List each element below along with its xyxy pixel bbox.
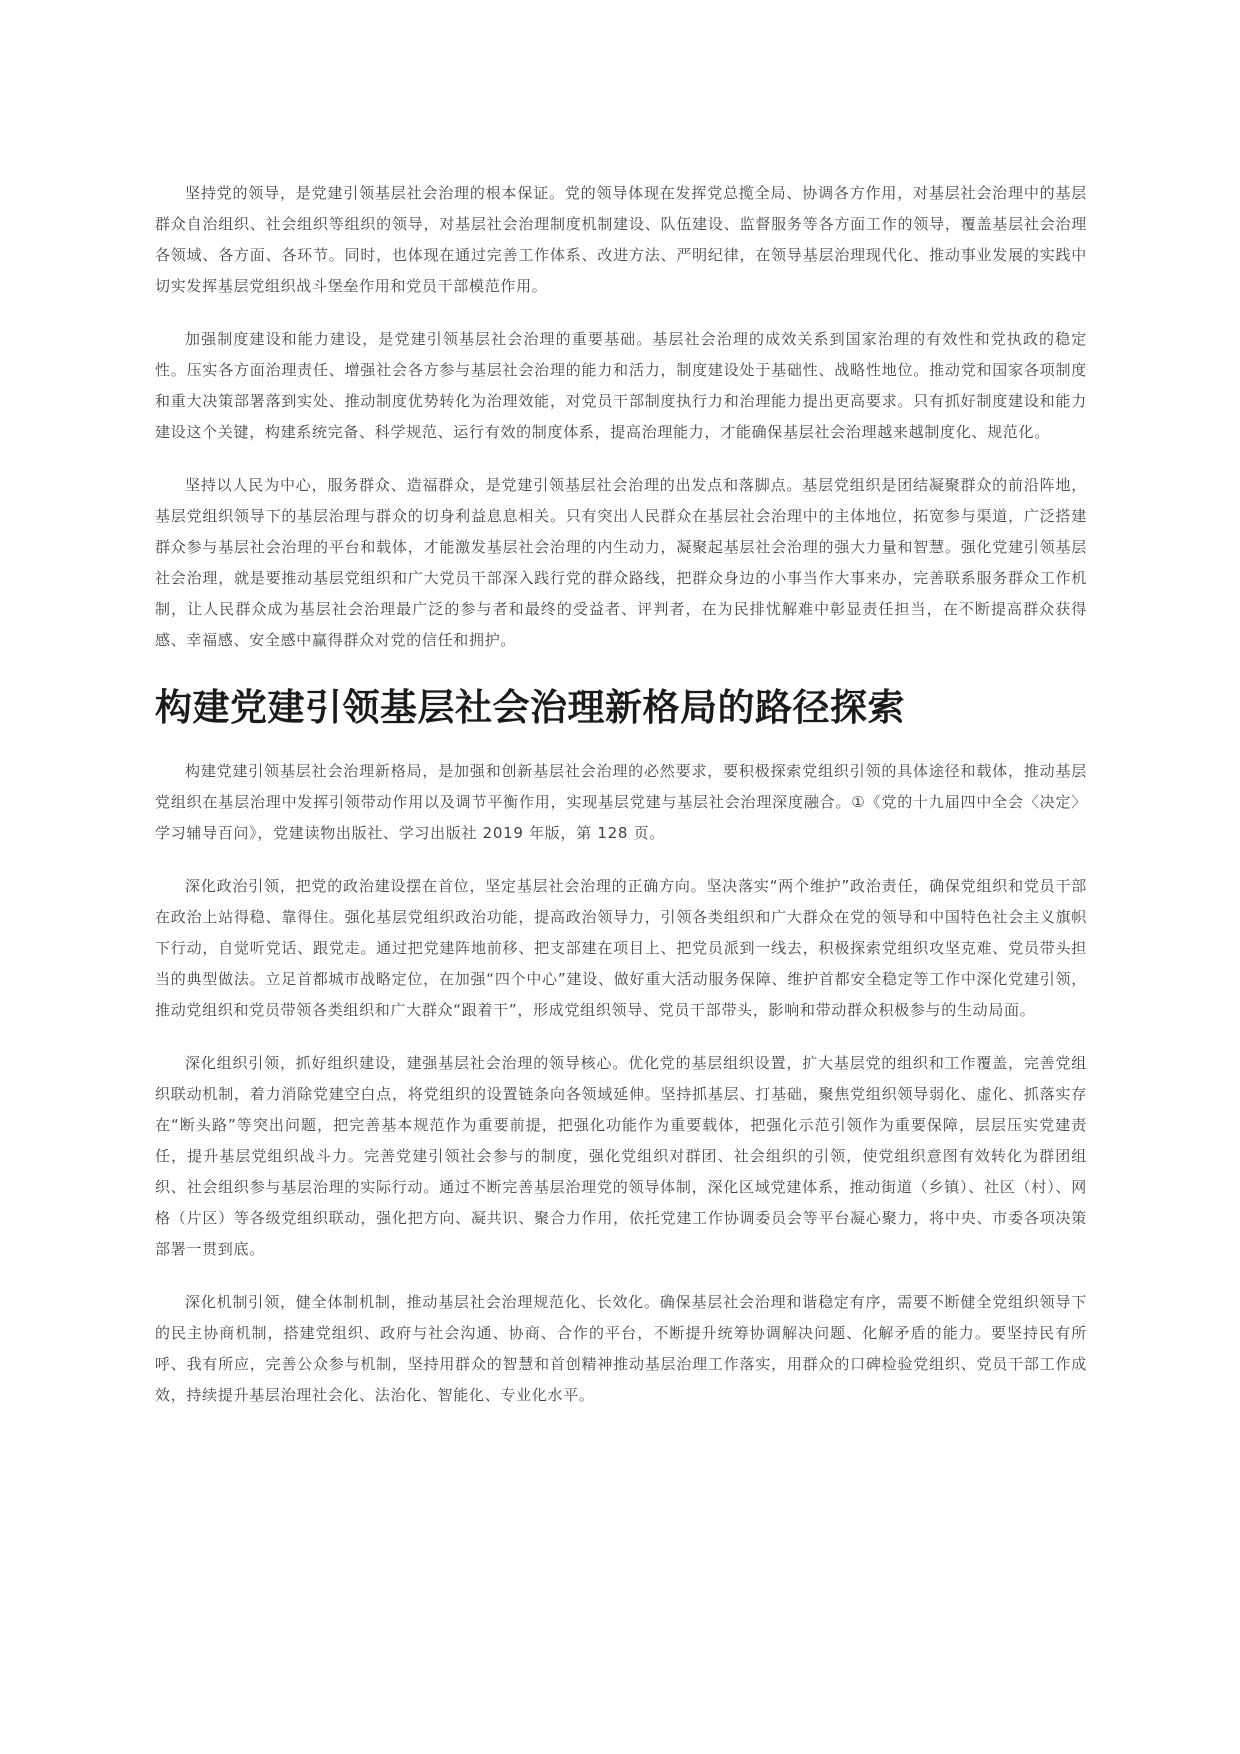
- section-heading: 构建党建引领基层社会治理新格局的路径探索: [155, 686, 905, 729]
- paragraph-political-guidance: 深化政治引领，把党的政治建设摆在首位，坚定基层社会治理的正确方向。坚决落实“两个维护”政治责任，确保党组织和党员干部在政治上站得稳、靠得住。强化基层党组织政治功能，提高政治领导力，引领各类组织和广大群众在党的领导和中国特色社会主义旗帜下行动，自觉听党话、跟党走。通过把党建阵地前移、把支部建在项目上、把党员派到一线去，积极探索党组织攻坚克难、党员带头担当的典型做法。立足首都城市战略定位，在加强“四个中心”建设、做好重大活动服务保障、维护首都安全稳定等工作中深化党建引领，推动党组织和党员带领各类组织和广大群众“跟着干”，形成党组织领导、党员干部带头，影响和带动群众积极参与的生动局面。: [155, 877, 1087, 1019]
- paragraph-people-centered: 坚持以人民为中心，服务群众、造福群众，是党建引领基层社会治理的出发点和落脚点。基层党组织是团结凝聚群众的前沿阵地，基层党组织领导下的基层治理与群众的切身利益息息相关。只有突出人民群众在基层社会治理中的主体地位，拓宽参与渠道，广泛搭建群众参与基层社会治理的平台和载体，才能激发基层社会治理的内生动力，凝聚起基层社会治理的强大力量和智慧。强化党建引领基层社会治理，就是要推动基层党组织和广大党员干部深入践行党的群众路线，把群众身边的小事当作大事来办，完善联系服务群众工作机制，让人民群众成为基层社会治理最广泛的参与者和最终的受益者、评判者，在为民排忧解难中彰显责任担当，在不断提高群众获得感、幸福感、安全感中赢得群众对党的信任和拥护。: [155, 476, 1087, 649]
- paragraph-organizational-guidance: 深化组织引领，抓好组织建设，建强基层社会治理的领导核心。优化党的基层组织设置，扩大基层党的组织和工作覆盖，完善党组织联动机制，着力消除党建空白点，将党组织的设置链条向各领域延伸。坚持抓基层、打基础，聚焦党组织领导弱化、虚化、抓落实存在“断头路”等突出问题，把完善基本规范作为重要前提，把强化功能作为重要载体，把强化示范引领作为重要保障，层层压实党建责任，提升基层党组织战斗力。完善党建引领社会参与的制度，强化党组织对群团、社会组织的引领，使党组织意图有效转化为群团组织、社会组织参与基层治理的实际行动。通过不断完善基层治理党的领导体制，深化区域党建体系，推动街道（乡镇）、社区（村）、网格（片区）等各级党组织联动，强化把方向、凝共识、聚合力作用，依托党建工作协调委员会等平台凝心聚力，将中央、市委各项决策部署一贯到底。: [155, 1054, 1087, 1258]
- article-body: [155, 178, 1087, 1433]
- paragraph-institution-capacity: 加强制度建设和能力建设，是党建引领基层社会治理的重要基础。基层社会治理的成效关系到国家治理的有效性和党执政的稳定性。压实各方面治理责任、增强社会各方参与基层社会治理的能力和活力，制度建设处于基础性、战略性地位。推动党和国家各项制度和重大决策部署落到实处、推动制度优势转化为治理效能，对党员干部制度执行力和治理能力提出更高要求。只有抓好制度建设和能力建设这个关键，构建系统完备、科学规范、运行有效的制度体系，提高治理能力，才能确保基层社会治理越来越制度化、规范化。: [155, 330, 1087, 441]
- paragraph-new-pattern-intro: 构建党建引领基层社会治理新格局，是加强和创新基层社会治理的必然要求，要积极探索党组织引领的具体途径和载体，推动基层党组织在基层治理中发挥引领带动作用以及调节平衡作用，实现基层党建与基层社会治理深度融合。①《党的十九届四中全会〈决定〉学习辅导百问》，党建读物出版社、学习出版社 2019 年版，第 128 页。: [155, 762, 1087, 842]
- paragraph-party-leadership: 坚持党的领导，是党建引领基层社会治理的根本保证。党的领导体现在发挥党总揽全局、协调各方作用，对基层社会治理中的基层群众自治组织、社会组织等组织的领导，对基层社会治理制度机制建设、队伍建设、监督服务等各方面工作的领导，覆盖基层社会治理各领域、各方面、各环节。同时，也体现在通过完善工作体系、改进方法、严明纪律，在领导基层治理现代化、推动事业发展的实践中切实发挥基层党组织战斗堡垒作用和党员干部模范作用。: [155, 184, 1087, 295]
- paragraph-mechanism-guidance: 深化机制引领，健全体制机制，推动基层社会治理规范化、长效化。确保基层社会治理和谐稳定有序，需要不断健全党组织领导下的民主协商机制，搭建党组织、政府与社会沟通、协商、合作的平台，不断提升统筹协调解决问题、化解矛盾的能力。要坚持民有所呼、我有所应，完善公众参与机制，坚持用群众的智慧和首创精神推动基层治理工作落实，用群众的口碑检验党组织、党员干部工作成效，持续提升基层治理社会化、法治化、智能化、专业化水平。: [155, 1293, 1087, 1404]
